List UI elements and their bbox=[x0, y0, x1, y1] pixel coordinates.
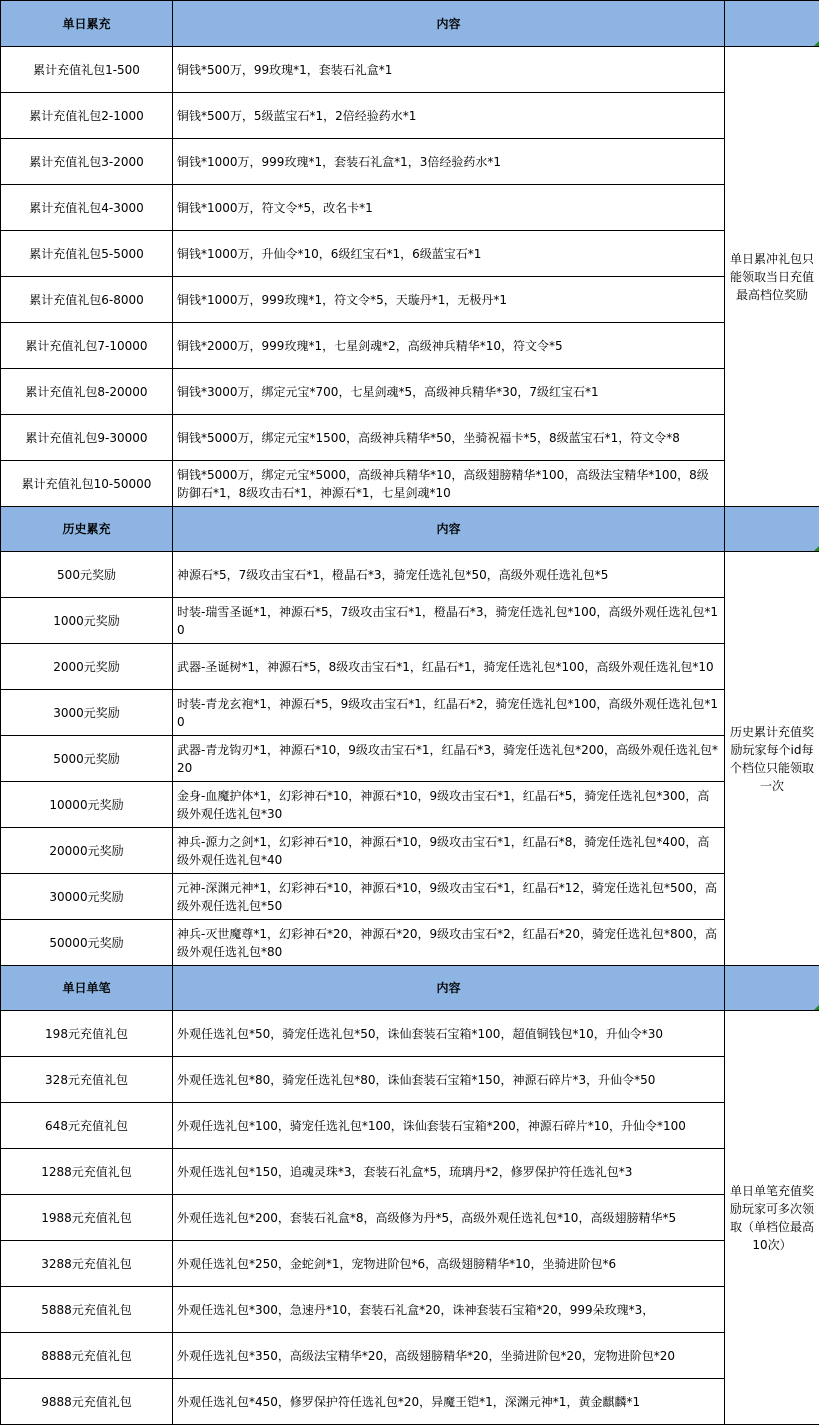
package-name-cell: 198元充值礼包 bbox=[1, 1011, 173, 1057]
package-name-cell: 累计充值礼包10-50000 bbox=[1, 461, 173, 507]
package-name-cell: 30000元奖励 bbox=[1, 874, 173, 920]
package-content-cell: 时装-青龙玄袍*1，神源石*5，9级攻击宝石*1，红晶石*2，骑宠任选礼包*100，高级外观任选礼包*10 bbox=[173, 690, 725, 736]
package-content-cell: 武器-圣诞树*1，神源石*5，8级攻击宝石*1，红晶石*1，骑宠任选礼包*100，高级外观任选礼包*10 bbox=[173, 644, 725, 690]
section-note-cell: 单日单笔充值奖励玩家可多次领取（单档位最高10次） bbox=[725, 1011, 819, 1425]
table-row bbox=[1, 874, 819, 920]
table-row bbox=[1, 185, 819, 231]
package-content-cell: 武器-青龙钩刃*1，神源石*10，9级攻击宝石*1，红晶石*3，骑宠任选礼包*200，高级外观任选礼包*20 bbox=[173, 736, 725, 782]
package-name-cell: 1288元充值礼包 bbox=[1, 1149, 173, 1195]
package-name-cell: 累计充值礼包5-5000 bbox=[1, 231, 173, 277]
table-row bbox=[1, 644, 819, 690]
package-content-cell: 外观任选礼包*200，套装石礼盒*8，高级修为丹*5，高级外观任选礼包*10，高级翅膀精华*5 bbox=[173, 1195, 725, 1241]
package-name-cell: 累计充值礼包4-3000 bbox=[1, 185, 173, 231]
package-content-cell: 外观任选礼包*50，骑宠任选礼包*50，诛仙套装石宝箱*100，超值铜钱包*10，升仙令*30 bbox=[173, 1011, 725, 1057]
package-name-cell: 1000元奖励 bbox=[1, 598, 173, 644]
header-note-cell bbox=[725, 966, 819, 1011]
table-row bbox=[1, 461, 819, 507]
package-content-cell: 铜钱*5000万，绑定元宝*1500，高级神兵精华*50，坐骑祝福卡*5，8级蓝宝石*1，符文令*8 bbox=[173, 415, 725, 461]
table-row bbox=[1, 139, 819, 185]
package-name-cell: 8888元充值礼包 bbox=[1, 1333, 173, 1379]
header-content-cell: 内容 bbox=[173, 507, 725, 552]
comment-marker-icon bbox=[814, 41, 819, 46]
table-row bbox=[1, 782, 819, 828]
table-row bbox=[1, 920, 819, 966]
table-row bbox=[1, 1379, 819, 1425]
package-content-cell: 铜钱*1000万，升仙令*10，6级红宝石*1，6级蓝宝石*1 bbox=[173, 231, 725, 277]
table-row bbox=[1, 415, 819, 461]
table-row bbox=[1, 552, 819, 598]
section-note-cell: 单日累冲礼包只能领取当日充值最高档位奖励 bbox=[725, 47, 819, 507]
package-content-cell: 神兵-源力之剑*1，幻彩神石*10，神源石*10，9级攻击宝石*1，红晶石*8，骑宠任选礼包*400，高级外观任选礼包*40 bbox=[173, 828, 725, 874]
package-name-cell: 累计充值礼包6-8000 bbox=[1, 277, 173, 323]
package-content-cell: 神源石*5，7级攻击宝石*1，橙晶石*3，骑宠任选礼包*50，高级外观任选礼包*5 bbox=[173, 552, 725, 598]
table-row bbox=[1, 690, 819, 736]
package-name-cell: 累计充值礼包1-500 bbox=[1, 47, 173, 93]
section-header-row bbox=[1, 1, 819, 47]
package-name-cell: 10000元奖励 bbox=[1, 782, 173, 828]
table-row bbox=[1, 736, 819, 782]
package-content-cell: 铜钱*1000万，999玫瑰*1，符文令*5，天璇丹*1，无极丹*1 bbox=[173, 277, 725, 323]
table-row bbox=[1, 1195, 819, 1241]
package-content-cell: 时装-瑞雪圣诞*1，神源石*5，7级攻击宝石*1，橙晶石*3，骑宠任选礼包*100，高级外观任选礼包*10 bbox=[173, 598, 725, 644]
comment-marker-icon bbox=[814, 1005, 819, 1010]
package-name-cell: 648元充值礼包 bbox=[1, 1103, 173, 1149]
package-name-cell: 3288元充值礼包 bbox=[1, 1241, 173, 1287]
package-name-cell: 累计充值礼包9-30000 bbox=[1, 415, 173, 461]
table-row bbox=[1, 1241, 819, 1287]
header-name-cell: 历史累充 bbox=[1, 507, 173, 552]
table-row bbox=[1, 1057, 819, 1103]
package-content-cell: 铜钱*5000万，绑定元宝*5000，高级神兵精华*10，高级翅膀精华*100，高级法宝精华*100，8级防御石*1，8级攻击石*1，神源石*1，七星剑魂*10 bbox=[173, 461, 725, 507]
package-content-cell: 元神-深渊元神*1，幻彩神石*10，神源石*10，9级攻击宝石*1，红晶石*12，骑宠任选礼包*500，高级外观任选礼包*50 bbox=[173, 874, 725, 920]
package-content-cell: 金身-血魔护体*1，幻彩神石*10，神源石*10，9级攻击宝石*1，红晶石*5，骑宠任选礼包*300，高级外观任选礼包*30 bbox=[173, 782, 725, 828]
package-name-cell: 累计充值礼包2-1000 bbox=[1, 93, 173, 139]
package-name-cell: 累计充值礼包7-10000 bbox=[1, 323, 173, 369]
header-name-cell: 单日累充 bbox=[1, 1, 173, 47]
section-note-cell: 历史累计充值奖励玩家每个id每个档位只能领取一次 bbox=[725, 552, 819, 966]
table-row bbox=[1, 598, 819, 644]
table-row bbox=[1, 1103, 819, 1149]
package-content-cell: 外观任选礼包*80，骑宠任选礼包*80，诛仙套装石宝箱*150，神源石碎片*3，升仙令*50 bbox=[173, 1057, 725, 1103]
header-note-cell bbox=[725, 507, 819, 552]
package-content-cell: 神兵-灭世魔尊*1，幻彩神石*20，神源石*20，9级攻击宝石*2，红晶石*20，骑宠任选礼包*800，高级外观任选礼包*80 bbox=[173, 920, 725, 966]
package-content-cell: 铜钱*500万，99玫瑰*1，套装石礼盒*1 bbox=[173, 47, 725, 93]
package-name-cell: 500元奖励 bbox=[1, 552, 173, 598]
package-content-cell: 铜钱*3000万，绑定元宝*700，七星剑魂*5，高级神兵精华*30，7级红宝石*1 bbox=[173, 369, 725, 415]
package-name-cell: 328元充值礼包 bbox=[1, 1057, 173, 1103]
package-name-cell: 5000元奖励 bbox=[1, 736, 173, 782]
table-row bbox=[1, 323, 819, 369]
table-row bbox=[1, 93, 819, 139]
package-content-cell: 外观任选礼包*300，急速丹*10，套装石礼盒*20，诛神套装石宝箱*20，999朵玫瑰*3， bbox=[173, 1287, 725, 1333]
package-name-cell: 20000元奖励 bbox=[1, 828, 173, 874]
package-name-cell: 9888元充值礼包 bbox=[1, 1379, 173, 1425]
package-content-cell: 外观任选礼包*150，追魂灵珠*3，套装石礼盒*5，琉璃丹*2，修罗保护符任选礼包*3 bbox=[173, 1149, 725, 1195]
table-row bbox=[1, 369, 819, 415]
package-content-cell: 铜钱*1000万，999玫瑰*1，套装石礼盒*1，3倍经验药水*1 bbox=[173, 139, 725, 185]
package-content-cell: 外观任选礼包*350，高级法宝精华*20，高级翅膀精华*20，坐骑进阶包*20，宠物进阶包*20 bbox=[173, 1333, 725, 1379]
package-name-cell: 3000元奖励 bbox=[1, 690, 173, 736]
package-content-cell: 铜钱*500万，5级蓝宝石*1，2倍经验药水*1 bbox=[173, 93, 725, 139]
package-content-cell: 铜钱*1000万，符文令*5，改名卡*1 bbox=[173, 185, 725, 231]
package-content-cell: 外观任选礼包*100，骑宠任选礼包*100，诛仙套装石宝箱*200，神源石碎片*10，升仙令*100 bbox=[173, 1103, 725, 1149]
comment-marker-icon bbox=[814, 546, 819, 551]
table-row bbox=[1, 1149, 819, 1195]
table-row bbox=[1, 1333, 819, 1379]
table-row bbox=[1, 277, 819, 323]
header-note-cell bbox=[725, 1, 819, 47]
package-content-cell: 外观任选礼包*450，修罗保护符任选礼包*20，异魔王铠*1，深渊元神*1，黄金麒麟*1 bbox=[173, 1379, 725, 1425]
table-row bbox=[1, 47, 819, 93]
package-content-cell: 外观任选礼包*250，金蛇剑*1，宠物进阶包*6，高级翅膀精华*10，坐骑进阶包*6 bbox=[173, 1241, 725, 1287]
table-row bbox=[1, 1287, 819, 1333]
package-name-cell: 累计充值礼包3-2000 bbox=[1, 139, 173, 185]
package-name-cell: 50000元奖励 bbox=[1, 920, 173, 966]
table-row bbox=[1, 231, 819, 277]
package-name-cell: 5888元充值礼包 bbox=[1, 1287, 173, 1333]
table-row bbox=[1, 828, 819, 874]
package-name-cell: 2000元奖励 bbox=[1, 644, 173, 690]
header-name-cell: 单日单笔 bbox=[1, 966, 173, 1011]
package-name-cell: 累计充值礼包8-20000 bbox=[1, 369, 173, 415]
table-row bbox=[1, 1011, 819, 1057]
section-header-row bbox=[1, 966, 819, 1011]
header-content-cell: 内容 bbox=[173, 1, 725, 47]
header-content-cell: 内容 bbox=[173, 966, 725, 1011]
package-content-cell: 铜钱*2000万，999玫瑰*1，七星剑魂*2，高级神兵精华*10，符文令*5 bbox=[173, 323, 725, 369]
section-header-row bbox=[1, 507, 819, 552]
package-name-cell: 1988元充值礼包 bbox=[1, 1195, 173, 1241]
